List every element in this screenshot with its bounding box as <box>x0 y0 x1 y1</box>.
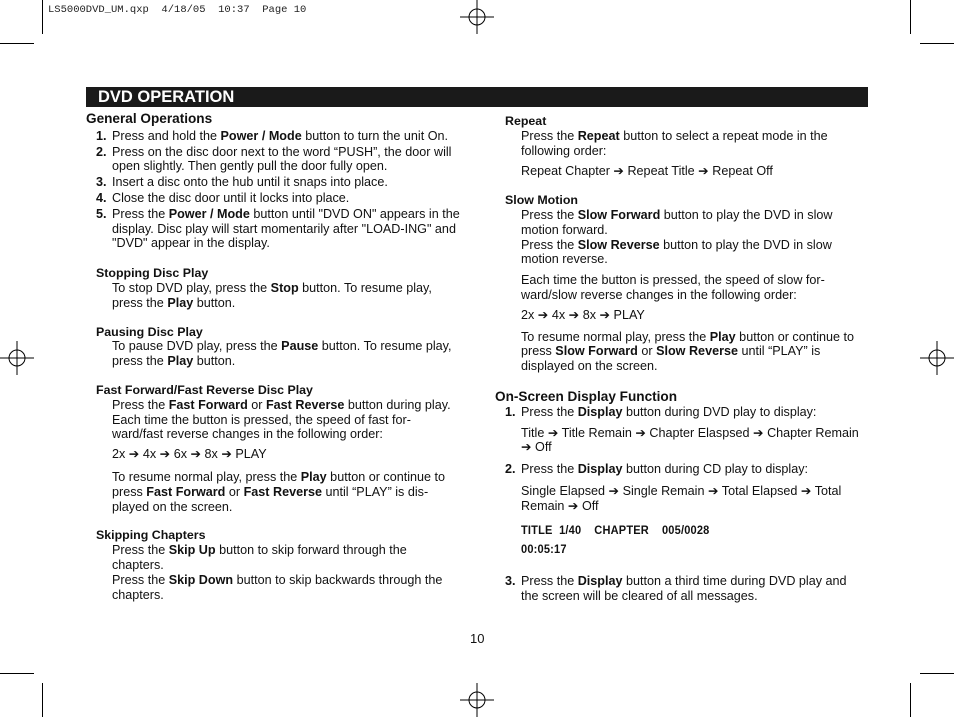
left-column <box>86 112 460 602</box>
fast-forward-section <box>86 383 460 514</box>
slow-forward-text: Press the Slow Forward button to play the DVD in slow motion forward. <box>521 207 833 237</box>
registration-mark-bottom <box>460 683 494 717</box>
repeat-section <box>495 114 867 179</box>
repeat-text: Press the Repeat button to select a repeat mode in the following order: <box>521 128 828 158</box>
fast-forward-heading: Fast Forward/Fast Reverse Disc Play <box>96 382 313 397</box>
osd-heading: On-Screen Display Function <box>495 388 678 404</box>
fast-forward-sequence: 2x ➔ 4x ➔ 6x ➔ 8x ➔ PLAY <box>112 447 267 462</box>
repeat-heading: Repeat <box>505 114 547 128</box>
general-operations-steps <box>86 129 460 251</box>
slow-motion-heading: Slow Motion <box>505 193 578 208</box>
fast-forward-resume-text: To resume normal play, press the Play button or continue to press Fast Forward or Fast Reverse until “PLAY” is dis-played on the screen. <box>112 469 446 514</box>
step-2: 2. Press on the disc door next to the word “PUSH”, the door will open slightly. Then gently pull the door fully open. <box>96 144 452 174</box>
page-title: DVD OPERATION <box>98 88 235 106</box>
osd-step-2: 2. Press the Display button during CD play to display: <box>505 462 809 477</box>
osd-cd-sequence: Single Elapsed ➔ Single Remain ➔ Total Elapsed ➔ Total Remain ➔ Off <box>521 483 842 513</box>
skip-down-text: Press the Skip Down button to skip backwards through the chapters. <box>112 572 443 602</box>
osd-dvd-sequence: Title ➔ Title Remain ➔ Chapter Elaspsed ➔ Chapter Remain ➔ Off <box>521 425 859 455</box>
registration-mark-top <box>460 0 494 34</box>
general-operations-heading: General Operations <box>86 111 213 126</box>
osd-step-3: 3. Press the Display button a third time during DVD play and the screen will be cleared of all messages. <box>505 574 847 603</box>
registration-mark-left <box>0 341 34 375</box>
pausing-text: To pause DVD play, press the Pause button. To resume play, press the Play button. <box>112 339 452 369</box>
osd-section <box>495 390 867 604</box>
slow-reverse-text: Press the Slow Reverse button to play the DVD in slow motion reverse. <box>521 237 832 267</box>
right-column <box>495 114 867 604</box>
step-4: 4. Close the disc door until it locks into place. <box>96 190 350 205</box>
osd-readout-line-2: 00:05:17 <box>521 542 567 557</box>
osd-step-1: 1. Press the Display button during DVD play to display: <box>505 404 817 419</box>
osd-readout-line-1: TITLE 1/40 CHAPTER 005/0028 <box>521 522 710 537</box>
section-header-bar <box>86 87 868 107</box>
skipping-heading: Skipping Chapters <box>96 528 206 543</box>
stopping-text: To stop DVD play, press the Stop button. To resume play, press the Play button. <box>112 280 432 310</box>
page-number: 10 <box>470 631 485 646</box>
skip-up-text: Press the Skip Up button to skip forward through the chapters. <box>112 543 407 572</box>
osd-readout <box>505 523 867 558</box>
file-slug: LS5000DVD_UM.qxp 4/18/05 10:37 Page 10 <box>48 4 307 16</box>
step-1: 1. Press and hold the Power / Mode button to turn the unit On. <box>96 128 449 143</box>
pausing-section <box>86 325 460 369</box>
repeat-sequence: Repeat Chapter ➔ Repeat Title ➔ Repeat Off <box>521 164 773 179</box>
slow-motion-section <box>495 193 867 374</box>
step-3: 3. Insert a disc onto the hub until it snaps into place. <box>96 175 388 190</box>
slow-speed-text: Each time the button is pressed, the speed of slow for-ward/slow reverse changes in the following order: <box>521 273 825 302</box>
fast-forward-text: Press the Fast Forward or Fast Reverse button during play. Each time the button is pressed, the speed of fast for-ward/fast reverse changes in the following order: <box>112 397 451 442</box>
slow-sequence: 2x ➔ 4x ➔ 8x ➔ PLAY <box>521 307 645 322</box>
pausing-heading: Pausing Disc Play <box>96 324 203 339</box>
stopping-heading: Stopping Disc Play <box>96 266 209 281</box>
slow-resume-text: To resume normal play, press the Play button or continue to press Slow Forward or Slow Reverse until “PLAY” is displayed on the screen. <box>521 329 855 374</box>
skipping-section <box>86 528 460 602</box>
stopping-section <box>86 266 460 310</box>
registration-mark-right <box>920 341 954 375</box>
step-5: 5. Press the Power / Mode button until "DVD ON" appears in the display. Disc play will start momentarily after "LOAD-ING" and "DVD" appear in the display. <box>96 206 460 251</box>
